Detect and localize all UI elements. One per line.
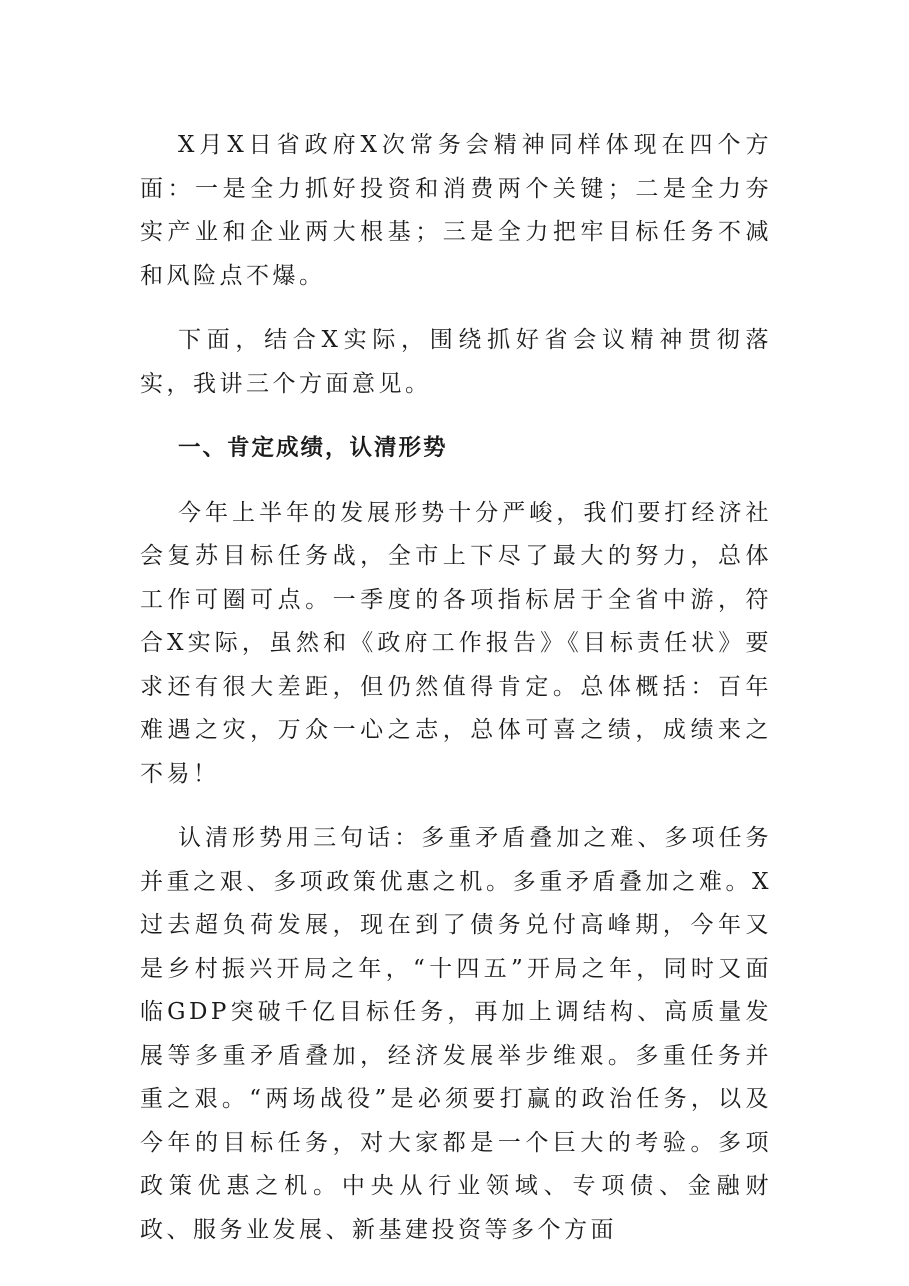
paragraph-achievements: 今年上半年的发展形势十分严峻，我们要打经济社会复苏目标任务战，全市上下尽了最大的努力，总体工作可圈可点。一季度的各项指标居于全省中游，符合X实际，虽然和《政府工作报告》《目标责任状》要求还有很大差距，但仍然值得肯定。总体概括：百年难遇之灾，万众一心之志，总体可喜之绩，成绩来之不易！: [140, 499, 772, 787]
paragraph-opinions-intro: 下面，结合X实际，围绕抓好省会议精神贯彻落实，我讲三个方面意见。: [140, 327, 772, 397]
section-heading: 一、肯定成绩，认清形势: [178, 435, 448, 461]
document-page: [140, 124, 772, 1273]
paragraph-situation: 认清形势用三句话：多重矛盾叠加之难、多项任务并重之艰、多项政策优惠之机。多重矛盾叠加之难。X过去超负荷发展，现在到了债务兑付高峰期，今年又是乡村振兴开局之年，“十四五”开局之年，同时又面临GDP突破千亿目标任务，再加上调结构、高质量发展等多重矛盾叠加，经济发展举步维艰。多重任务并重之艰。“两场战役”是必须要打赢的政治任务，以及今年的目标任务，对大家都是一个巨大的考验。多项政策优惠之机。中央从行业领域、专项债、金融财政、服务业发展、新基建投资等多个方面: [140, 825, 772, 1243]
paragraph-provincial-meeting: X月X日省政府X次常务会精神同样体现在四个方面：一是全力抓好投资和消费两个关键；二是全力夯实产业和企业两大根基；三是全力把牢目标任务不减和风险点不爆。: [140, 132, 772, 289]
